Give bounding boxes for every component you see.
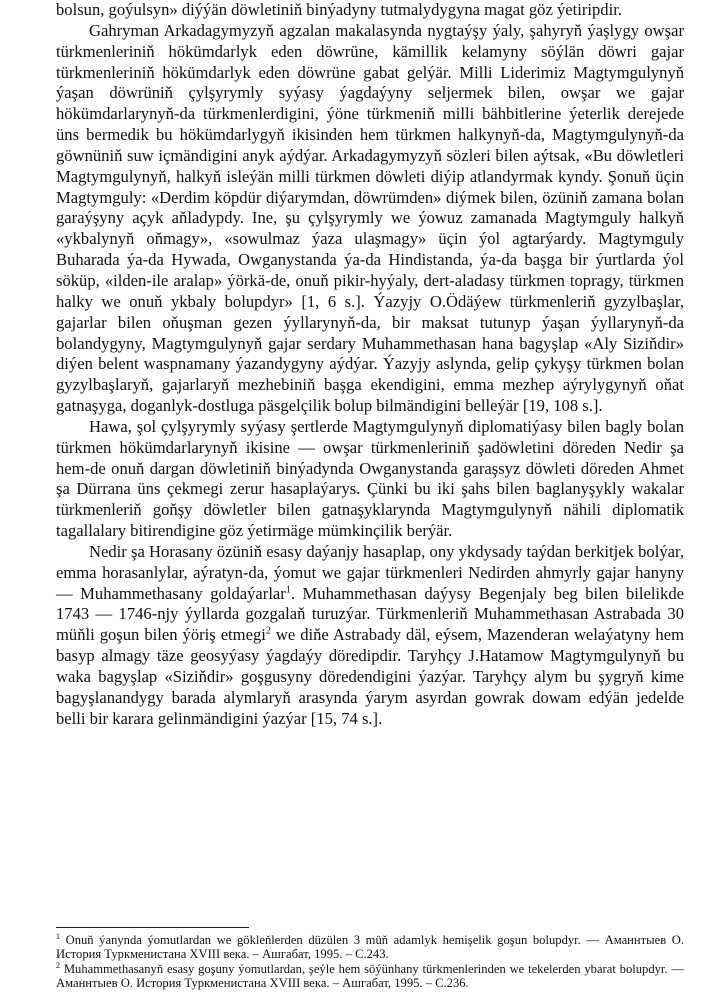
footnote: [56, 933, 684, 962]
paragraph: [56, 542, 684, 730]
body-text: [56, 0, 684, 730]
paragraph-text: Nedir şa Horasany özüniň esasy daýanjy hasaplap, ony ykdysady taýdan berkitjek bolýar, emma horasanlylar, aýratyn-da, ýomut we gajar türkmenleri Nedirden ahmyrly gajar hanyny — Muhammethasany goldaýarlar: [56, 541, 684, 603]
paragraph-text: we diňe Astrabady däl, eýsem, Mazenderan welaýatyny hem basyp almagy täze geosyýasy ýagdaýy döredipdir. Taryhçy J.Hatamow Magtymgulynyň bu waka bagyşlap «Siziňdir» goşgusyny döredendigini ýazýar. Taryhçy alym bu şygryň kime bagyşlanandygy barada alymlaryň arasynda ýarym asyrdan gowrak dowam edýän jedelde belli bir karara gelinmändigini ýazýar [15, 74 s.].: [56, 625, 684, 728]
footnote-ref: 1: [285, 584, 291, 596]
paragraph: Hawa, şol çylşyrymly syýasy şertlerde Magtymgulynyň diplomatiýasy bilen bagly bolan türkmen hökümdarlarynyň ikisine — owşar türkmenleriniň şadöwletini döreden Nedir şa hem-de onuň dargan döwletiniň binýadynda Owganystanda garaşsyz döwleti döreden Ahmet şa Dürrana üns çekmegi zerur hasaplaýarys. Çünki bu iki şahs bilen baglanyşykly wakalar türkmenleriň goňşy döwletler bilen gatnaşyklarynda Magtymgulynyň nähili diplomatik tagallalary bitirendigine göz ýetirmäge mümkinçilik berýär.: [56, 416, 684, 541]
footnote-mark: 1: [56, 931, 60, 941]
footnote-text: Onuň ýanynda ýomutlardan we göklеňlerden düzülen 3 müň adamlyk hemişelik goşun bolupdyr. — Аманнтыев О. История Туркменистана XVIII века. – Ашгабат, 1995. – С.243.: [56, 933, 684, 962]
paragraph-continuation: bolsun, goýulsyn» diýýän döwletiniň binýadyny tutmalydygyna magat göz ýetiripdir.: [56, 0, 622, 19]
paragraph: Gahryman Arkadagymyzyň agzalan makalasynda nygtaýşy ýaly, şahyryň ýaşlygy owşar türkmenleriniň hökümdarlyk eden döwrüne, kämillik kelamyny söýlän döwri gajar türkmenleriniň hökümdarlyk eden döwrüne gabat gelýär. Milli Liderimiz Magtymgulynyň ýaşan döwrüniň çylşyrymly syýasy ýagdaýyny seljermek bilen, owşar we gajar hökümdarlarynyň-da türkmenlerdigini, ýöne türkmeniň milli bähbitlerine ýeterlik derejede üns bermedik bu hökümdarlygyň ikisinden hem türkmen halkynyň-da, Magtymgulynyň-da göwnüniň suw içmändigini anyk aýdýar. Arkadagymyzyň sözleri bilen aýtsak, «Bu döwletleri Magtymgulynyň, halkyň isleýän milli türkmen döwleti diýip atlandyrmak kyndy. Şonuň üçin Magtymguly: «Derdim köpdür diýarymdan, döwrümden» diýmek bilen, özüniň zamana bolan garaýşyny açyk aňladypdy. Ine, şu çylşyrymly we ýowuz zamanada Magtymguly halkyň «ykbalynyň oňmagy», «sowulmaz ýaza ulaşmagy» üçin ýol agtarýardy. Magtymguly Buharada ýa-da Hywada, Owganystanda ýa-da Hindistanda, ýa-da başga bir ýurtlarda ýol söküp, «ilden-ile aralap» ýörkä-de, onuň pikir-hyýaly, dert-aladasy türkmen topragy, türkmen halky we onuň ykbaly bolupdyr» [1, 6 s.]. Ýazyjy O.Ödäýew türkmenleriň gyzylbaşlar, gajarlar bilen oňuşman gezen ýyllarynyň-da, bir maksat tutunyp ýaşan ýyllarynyň-da bolandygyny, Magtymgulynyň gajar serdary Muhammethasan hana bagyşlap «Aly Siziňdir» diýen belent waspnamany ýazandygyny aýdýar. Ýazyjy aslynda, gelip çykyşy türkmen bolan gyzylbaşlaryň, gajarlaryň mezhebiniň başga ekendigini, emma mezhep aýrylygynyň oňat gatnaşyga, doganlyk-dostluga päsgelçilik bolup bilmändigini belleýär [19, 108 s.].: [56, 20, 684, 416]
footnote-divider: [56, 927, 249, 928]
footnote-ref: 2: [265, 625, 271, 637]
document-page: [56, 0, 685, 990]
footnote-mark: 2: [56, 960, 60, 970]
footnote-text: Muhammethasanyň esasy goşuny ýomutlardan, şeýle hem söýünhany türkmenlerinden we tekelerden ybarat bolupdyr. — Аманнтыев О. История Туркменистана XVIII века. – Ашгабат, 1995. – С.236.: [56, 961, 684, 990]
paragraph-text: . Muhammethasan daýysy Begenjaly beg bilen bilelikde 1743 — 1746-njy ýyllarda gozgalaň turuzýar. Türkmenleriň Muhammethasan Astrabada 30 müňli goşun bilen ýöriş etmegi: [56, 583, 685, 645]
footnote: [56, 962, 684, 991]
footnotes: [56, 933, 684, 990]
